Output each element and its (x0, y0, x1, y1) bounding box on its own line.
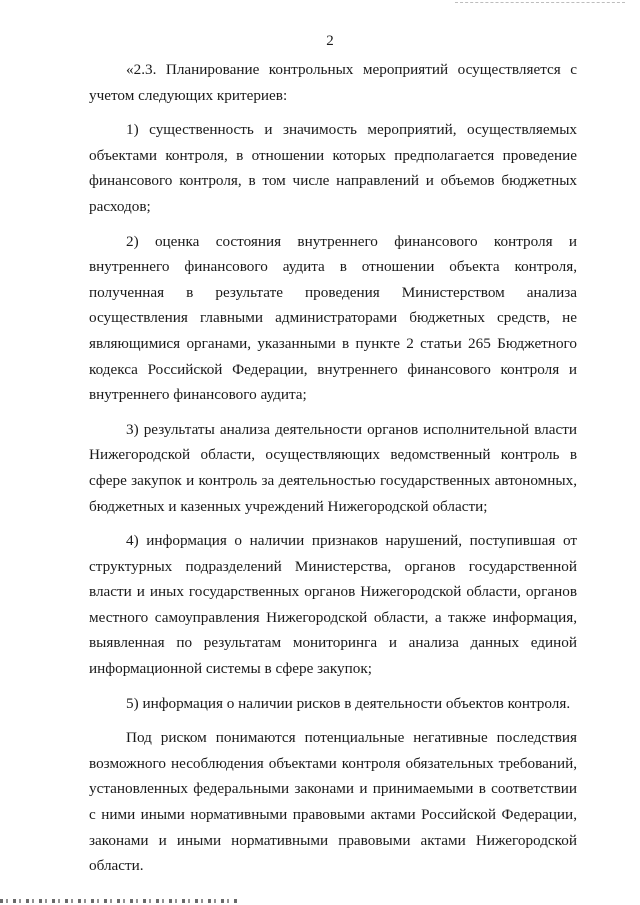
document-body (89, 57, 577, 879)
paragraph-criterion-3: 3) результаты анализа деятельности органов исполнительной власти Нижегородской области, осуществляющих ведомственный контроль в сфере закупок и контроль за деятельностью государственных автономных, бюджетных и казенных учреждений Нижегородской области; (89, 420, 577, 515)
paragraph-intro: «2.3. Планирование контрольных мероприятий осуществляется с учетом следующих критериев: (89, 61, 577, 104)
paragraph-risk-definition: Под риском понимаются потенциальные негативные последствия возможного несоблюдения объектами контроля обязательных требований, установленных федеральными законами и принимаемыми в соответствии с ними иными нормативными правовыми актами Российской Федерации, законами и иными нормативными правовыми актами Нижегородской области. (89, 729, 577, 875)
paragraph-criterion-5: 5) информация о наличии рисков в деятельности объектов контроля. (126, 694, 571, 712)
scan-edge-mark (455, 2, 625, 3)
paragraph-criterion-2: 2) оценка состояния внутреннего финансового контроля и внутреннего финансового аудита в отношении объекта контроля, полученная в результате проведения Министерством анализа осуществления главными администраторами бюджетных средств, не являющимися органами, указанными в пункте 2 статьи 265 Бюджетного кодекса Российской Федерации, внутреннего финансового контроля и внутреннего финансового аудита; (89, 232, 577, 404)
page-number: 2 (326, 33, 334, 49)
paragraph-criterion-1: 1) существенность и значимость мероприятий, осуществляемых объектами контроля, в отношении которых предполагается проведение финансового контроля, в том числе направлений и объемов бюджетных расходов; (89, 121, 577, 215)
paragraph-criterion-4: 4) информация о наличии признаков нарушений, поступившая от структурных подразделений Министерства, органов государственной власти и иных государственных органов Нижегородской области, органов местного самоуправления Нижегородской области, а также информация, выявленная по результатам мониторинга и анализа данных единой информационной системы в сфере закупок; (89, 532, 577, 678)
scan-artifact (0, 899, 240, 903)
